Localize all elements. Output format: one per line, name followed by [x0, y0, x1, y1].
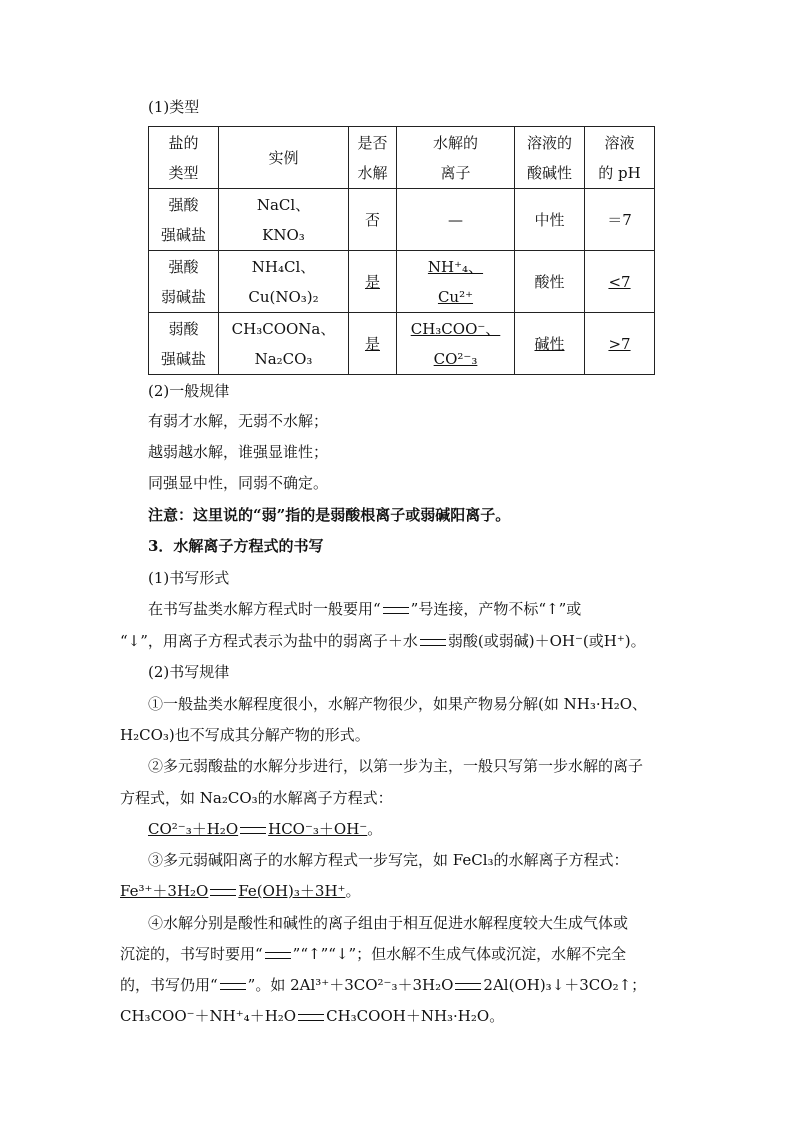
- paragraph-line: 沉淀的，书写时要用“ ”“↑”“↓”；但水解不生成气体或沉淀，水解不完全: [120, 945, 627, 963]
- cell-example: CH₃COONa、 Na₂CO₃: [219, 313, 349, 375]
- cell-ph: >7: [585, 313, 655, 375]
- header-cell: 实例: [219, 127, 349, 189]
- header-cell: 溶液 的 pH: [585, 127, 655, 189]
- table-row: [149, 189, 655, 251]
- cell-type: 弱酸 强碱盐: [149, 313, 219, 375]
- note-text: 注意：这里说的“弱”指的是弱酸根离子或弱碱阳离子。: [148, 506, 511, 524]
- equal-sign-icon: [455, 983, 481, 990]
- rule-line: 有弱才水解，无弱不水解；: [148, 412, 329, 430]
- equation-line: Fe³⁺＋3H₂O Fe(OH)₃＋3H⁺。: [120, 882, 361, 900]
- cell-acidity: 酸性: [515, 251, 585, 313]
- cell-hydrolysis: 否: [349, 189, 397, 251]
- cell-hydrolysis: 是: [349, 313, 397, 375]
- section3-heading: 3．水解离子方程式的书写: [148, 537, 324, 555]
- cell-ions: —: [397, 189, 515, 251]
- cell-example: NaCl、 KNO₃: [219, 189, 349, 251]
- paragraph-line: ②多元弱酸盐的水解分步进行，以第一步为主，一般只写第一步水解的离子: [148, 757, 644, 775]
- cell-type: 强酸 强碱盐: [149, 189, 219, 251]
- paragraph-line: 的，书写仍用“ ”。如 2Al³⁺＋3CO²⁻₃＋3H₂O 2Al(OH)₃↓＋3CO₂↑；: [120, 976, 647, 994]
- section1-heading: (1)类型: [148, 98, 200, 116]
- equal-sign-icon: [210, 889, 236, 896]
- cell-hydrolysis: 是: [349, 251, 397, 313]
- cell-ph: <7: [585, 251, 655, 313]
- cell-ions: NH⁺₄、 Cu²⁺: [397, 251, 515, 313]
- cell-example: NH₄Cl、 Cu(NO₃)₂: [219, 251, 349, 313]
- header-cell: 水解的 离子: [397, 127, 515, 189]
- cell-type: 强酸 弱碱盐: [149, 251, 219, 313]
- equal-sign-icon: [240, 827, 266, 834]
- sub-heading: (2)书写规律: [148, 663, 230, 681]
- sub-heading: (1)书写形式: [148, 569, 230, 587]
- table-row: [149, 251, 655, 313]
- equal-sign-icon: [298, 1014, 324, 1021]
- header-cell: 盐的 类型: [149, 127, 219, 189]
- cell-ph: ＝7: [585, 189, 655, 251]
- paragraph-line: ①一般盐类水解程度很小，水解产物很少，如果产物易分解(如 NH₃·H₂O、: [148, 695, 648, 713]
- table-row: [149, 313, 655, 375]
- equal-sign-icon: [220, 983, 246, 990]
- equation-line: CH₃COO⁻＋NH⁺₄＋H₂O CH₃COOH＋NH₃·H₂O。: [120, 1007, 505, 1025]
- equal-sign-icon: [420, 639, 446, 646]
- section2-heading: (2)一般规律: [148, 382, 230, 400]
- table-header-row: [149, 127, 655, 189]
- equation-line: CO²⁻₃＋H₂O HCO⁻₃＋OH⁻。: [148, 820, 383, 838]
- paragraph-line: “↓”，用离子方程式表示为盐中的弱离子＋水 弱酸(或弱碱)＋OH⁻(或H⁺)。: [120, 632, 646, 650]
- header-cell: 是否 水解: [349, 127, 397, 189]
- equal-sign-icon: [265, 952, 291, 959]
- paragraph-line: 方程式，如 Na₂CO₃的水解离子方程式：: [120, 789, 393, 807]
- cell-ions: CH₃COO⁻、 CO²⁻₃: [397, 313, 515, 375]
- paragraph-line: H₂CO₃)也不写成其分解产物的形式。: [120, 726, 370, 744]
- header-cell: 溶液的 酸碱性: [515, 127, 585, 189]
- rule-line: 越弱越水解，谁强显谁性；: [148, 443, 329, 461]
- paragraph-line: ④水解分别是酸性和碱性的离子组由于相互促进水解程度较大生成气体或: [148, 914, 629, 932]
- salt-hydrolysis-table: [148, 126, 655, 375]
- equal-sign-icon: [383, 607, 409, 614]
- cell-acidity: 中性: [515, 189, 585, 251]
- cell-acidity: 碱性: [515, 313, 585, 375]
- rule-line: 同强显中性，同弱不确定。: [148, 474, 329, 492]
- paragraph-line: ③多元弱碱阳离子的水解方程式一步写完，如 FeCl₃的水解离子方程式：: [148, 851, 629, 869]
- paragraph-line: 在书写盐类水解方程式时一般要用“ ”号连接，产物不标“↑”或: [148, 600, 582, 618]
